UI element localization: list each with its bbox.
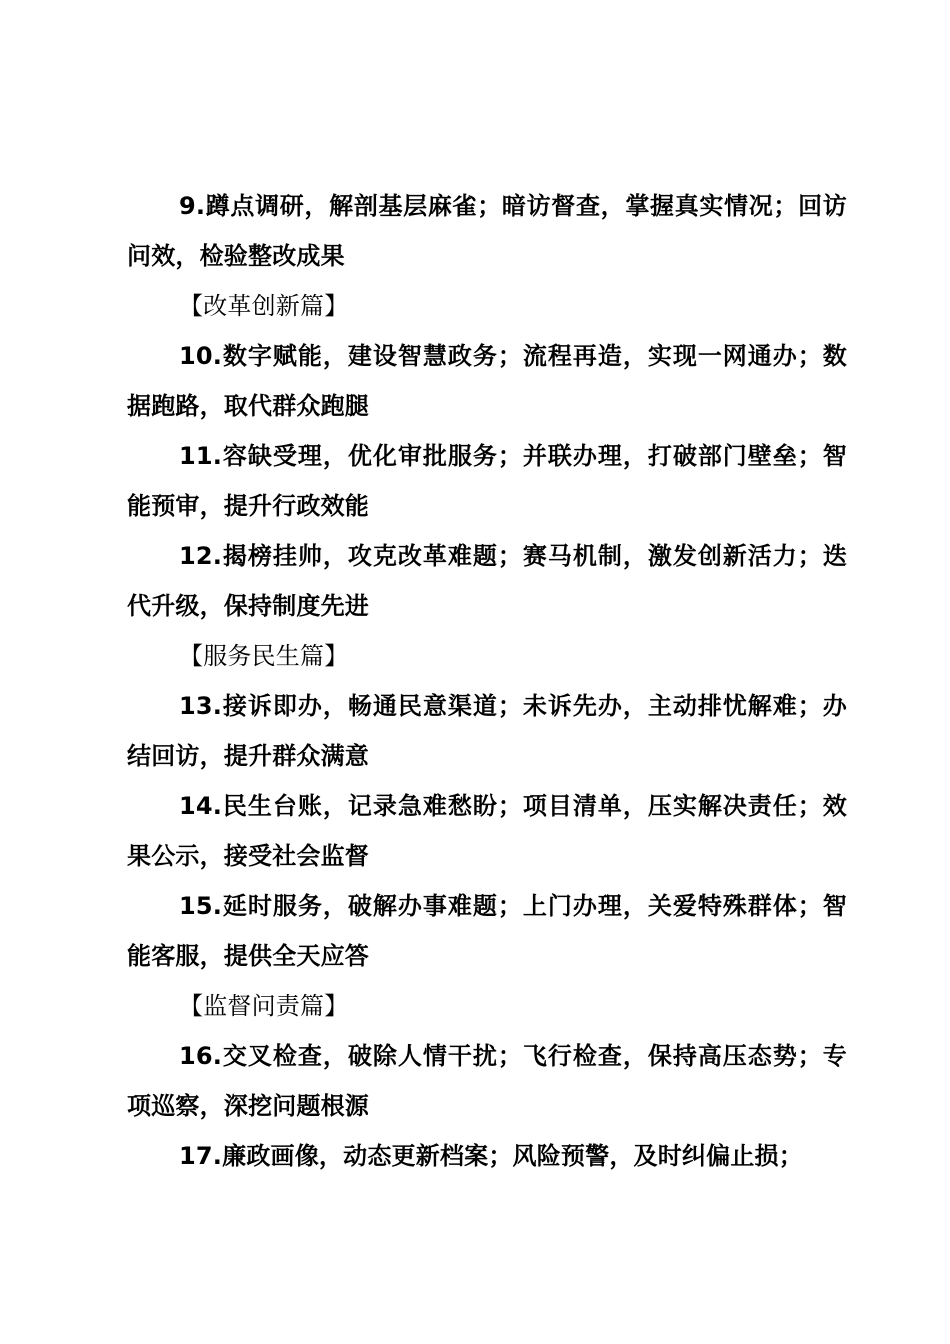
list-item-17: 17.廉政画像，动态更新档案；风险预警，及时纠偏止损； (179, 1142, 803, 1170)
list-item-12: 12.揭榜挂帅，攻克改革难题；赛马机制，激发创新活力；迭代升级，保持制度先进 (127, 542, 847, 620)
list-item-14: 14.民生台账，记录急难愁盼；项目清单，压实解决责任；效果公示，接受社会监督 (127, 792, 847, 870)
list-item-13: 13.接诉即办，畅通民意渠道；未诉先办，主动排忧解难；办结回访，提升群众满意 (127, 692, 847, 770)
section-heading-supervision: 【监督问责篇】 (179, 992, 349, 1020)
section-heading-reform: 【改革创新篇】 (179, 292, 349, 320)
list-item-15: 15.延时服务，破解办事难题；上门办理，关爱特殊群体；智能客服，提供全天应答 (127, 892, 847, 970)
list-item-11: 11.容缺受理，优化审批服务；并联办理，打破部门壁垒；智能预审，提升行政效能 (127, 442, 847, 520)
document-page (127, 181, 847, 1181)
section-heading-livelihood: 【服务民生篇】 (179, 642, 349, 670)
list-item-9: 9.蹲点调研，解剖基层麻雀；暗访督查，掌握真实情况；回访问效，检验整改成果 (127, 192, 847, 270)
list-item-16: 16.交叉检查，破除人情干扰；飞行检查，保持高压态势；专项巡察，深挖问题根源 (127, 1042, 847, 1120)
list-item-10: 10.数字赋能，建设智慧政务；流程再造，实现一网通办；数据跑路，取代群众跑腿 (127, 342, 847, 420)
